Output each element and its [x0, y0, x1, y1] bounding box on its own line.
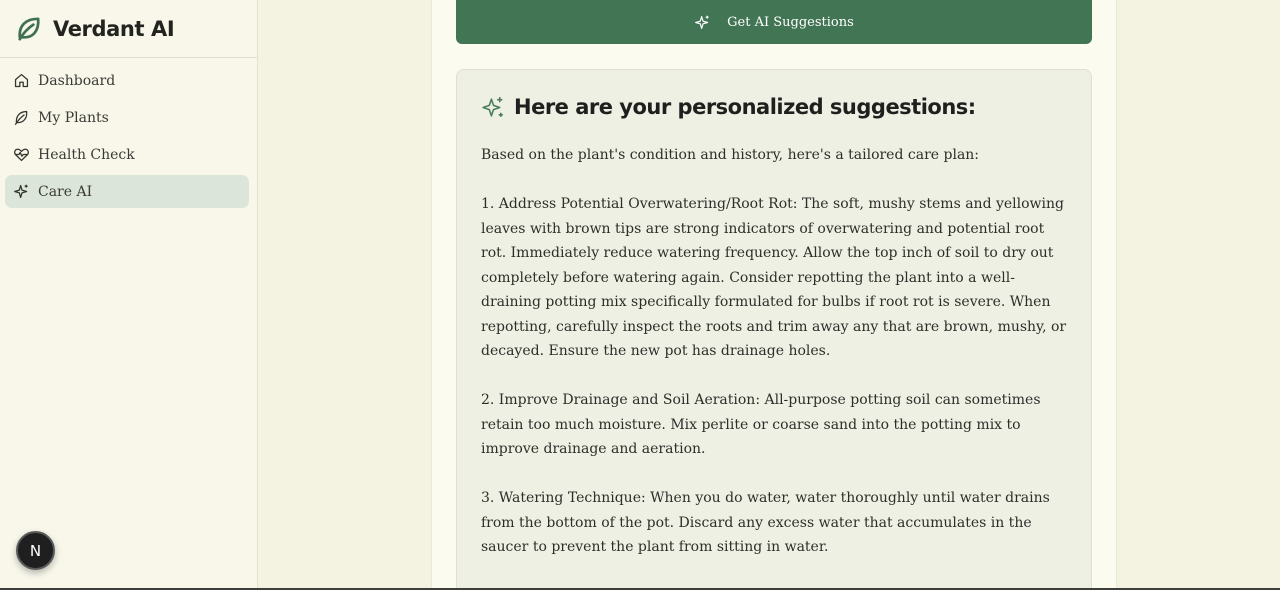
card-title: Here are your personalized suggestions: [514, 95, 976, 119]
leaf-icon [13, 109, 30, 126]
sidebar-nav [0, 58, 257, 208]
leaf-icon [13, 13, 44, 44]
brand[interactable] [0, 0, 257, 58]
sidebar-item-label: Dashboard [38, 72, 116, 89]
heart-pulse-icon [13, 146, 30, 163]
sidebar-item-care-ai[interactable] [5, 175, 249, 208]
sidebar [0, 0, 258, 590]
suggestions-card [456, 69, 1092, 590]
card-heading [481, 93, 1067, 121]
sparkles-icon [694, 14, 711, 31]
care-plan-text: Based on the plant's condition and history, here's a tailored care plan: 1. Address Potential Overwatering/Root Rot: The soft, mushy stems and yellowing leaves with brown tips are strong indicators of overwatering and potential root rot. Immediately reduce watering frequency. Allow the top inch of soil to dry out completely before watering again. Consider repotting the plant into a well-draining potting mix specifically formulated for bulbs if root rot is severe. When repotting, carefully inspect the roots and trim away any that are brown, mushy, or decayed. Ensure the new pot has drainage holes. 2. Improve Drainage and Soil Aeration: All-purpose potting soil can sometimes retain too much moisture. Mix perlite or coarse sand into the potting mix to improve drainage and aeration. 3. Watering Technique: When you do water, water thoroughly until water drains from the bottom of the pot. Discard any excess water that accumulates in the saucer to prevent the plant from sitting in water. [481, 147, 1067, 555]
get-ai-suggestions-button[interactable] [456, 0, 1092, 44]
sidebar-item-health-check[interactable] [5, 138, 249, 171]
dev-badge-letter: N [29, 541, 42, 560]
sidebar-item-label: My Plants [38, 109, 109, 126]
sidebar-item-label: Care AI [38, 183, 93, 200]
button-label: Get AI Suggestions [727, 14, 854, 30]
sparkles-icon [13, 183, 30, 200]
sparkles-icon [481, 95, 506, 120]
sidebar-item-my-plants[interactable] [5, 101, 249, 134]
sidebar-item-label: Health Check [38, 146, 135, 163]
home-icon [13, 72, 30, 89]
app-name: Verdant AI [53, 16, 175, 41]
dev-tools-button[interactable] [16, 531, 55, 570]
sidebar-item-dashboard[interactable] [5, 64, 249, 97]
